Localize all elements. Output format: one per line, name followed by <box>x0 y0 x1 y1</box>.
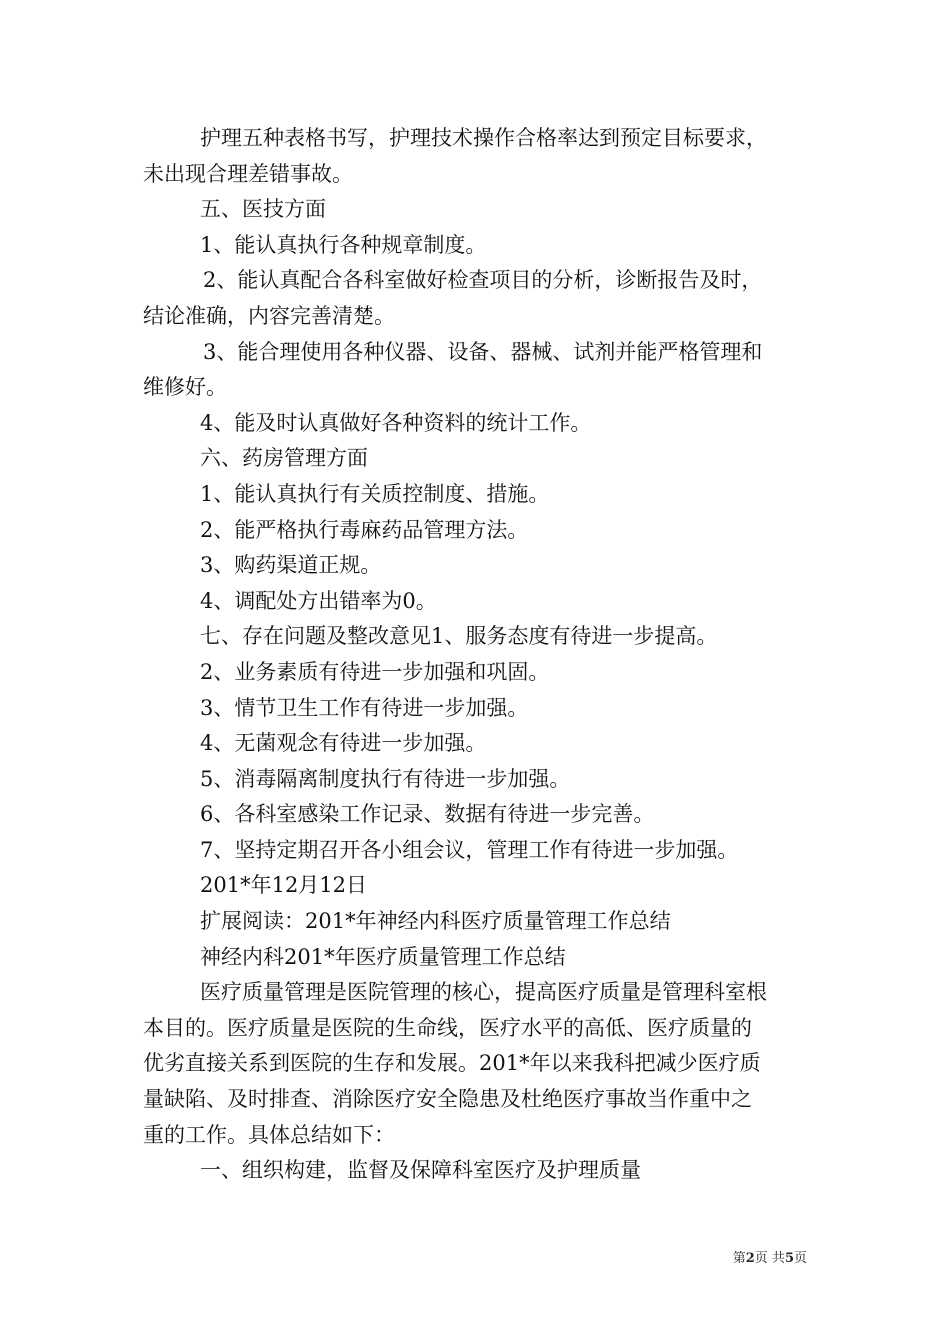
footer-prefix: 第 <box>732 1251 746 1266</box>
page-footer <box>733 1247 807 1266</box>
text-line: 结论准确，内容完善清楚。 <box>143 303 395 328</box>
text-line: 本目的。医疗质量是医院的生命线，医疗水平的高低、医疗质量的 <box>143 1015 752 1040</box>
footer-current-page: 2 <box>745 1251 755 1266</box>
text-line: 七、存在问题及整改意见1、服务态度有待进一步提高。 <box>200 624 718 649</box>
text-line: 1、能认真执行有关质控制度、措施。 <box>200 481 550 506</box>
document-body <box>143 121 808 1189</box>
text-line: 1、能认真执行各种规章制度。 <box>200 232 487 257</box>
footer-suffix: 页 <box>793 1251 807 1266</box>
text-line: 重的工作。具体总结如下： <box>143 1122 395 1147</box>
text-line: 201*年12月12日 <box>200 873 368 898</box>
text-line: 4、调配处方出错率为0。 <box>200 588 437 613</box>
text-line: 3、能合理使用各种仪器、设备、器械、试剂并能严格管理和 <box>203 339 763 364</box>
text-line: 7、坚持定期召开各小组会议，管理工作有待进一步加强。 <box>200 837 739 862</box>
text-line: 六、药房管理方面 <box>200 446 368 471</box>
text-line: 医疗质量管理是医院管理的核心，提高医疗质量是管理科室根 <box>200 980 767 1005</box>
text-line: 6、各科室感染工作记录、数据有待进一步完善。 <box>200 802 655 827</box>
text-line: 2、能认真配合各科室做好检查项目的分析，诊断报告及时， <box>203 268 763 293</box>
text-line: 4、无菌观念有待进一步加强。 <box>200 731 487 756</box>
text-line: 4、能及时认真做好各种资料的统计工作。 <box>200 410 592 435</box>
text-line: 5、消毒隔离制度执行有待进一步加强。 <box>200 766 571 791</box>
text-line: 2、能严格执行毒麻药品管理方法。 <box>200 517 529 542</box>
text-line: 五、医技方面 <box>200 197 326 222</box>
text-line: 神经内科201*年医疗质量管理工作总结 <box>200 944 566 969</box>
text-line: 维修好。 <box>143 375 227 400</box>
text-line: 优劣直接关系到医院的生存和发展。201*年以来我科把减少医疗质 <box>143 1051 761 1076</box>
footer-total-pages: 5 <box>784 1251 794 1266</box>
footer-middle: 页 共 <box>754 1251 785 1266</box>
text-line: 未出现合理差错事故。 <box>143 161 353 186</box>
text-line: 3、购药渠道正规。 <box>200 553 382 578</box>
text-line: 一、组织构建，监督及保障科室医疗及护理质量 <box>200 1158 641 1183</box>
text-line: 3、情节卫生工作有待进一步加强。 <box>200 695 529 720</box>
text-line: 扩展阅读：201*年神经内科医疗质量管理工作总结 <box>200 909 671 934</box>
text-line: 护理五种表格书写，护理技术操作合格率达到预定目标要求， <box>200 126 767 150</box>
text-line: 量缺陷、及时排查、消除医疗安全隐患及杜绝医疗事故当作重中之 <box>143 1087 752 1112</box>
text-line: 2、业务素质有待进一步加强和巩固。 <box>200 659 550 684</box>
